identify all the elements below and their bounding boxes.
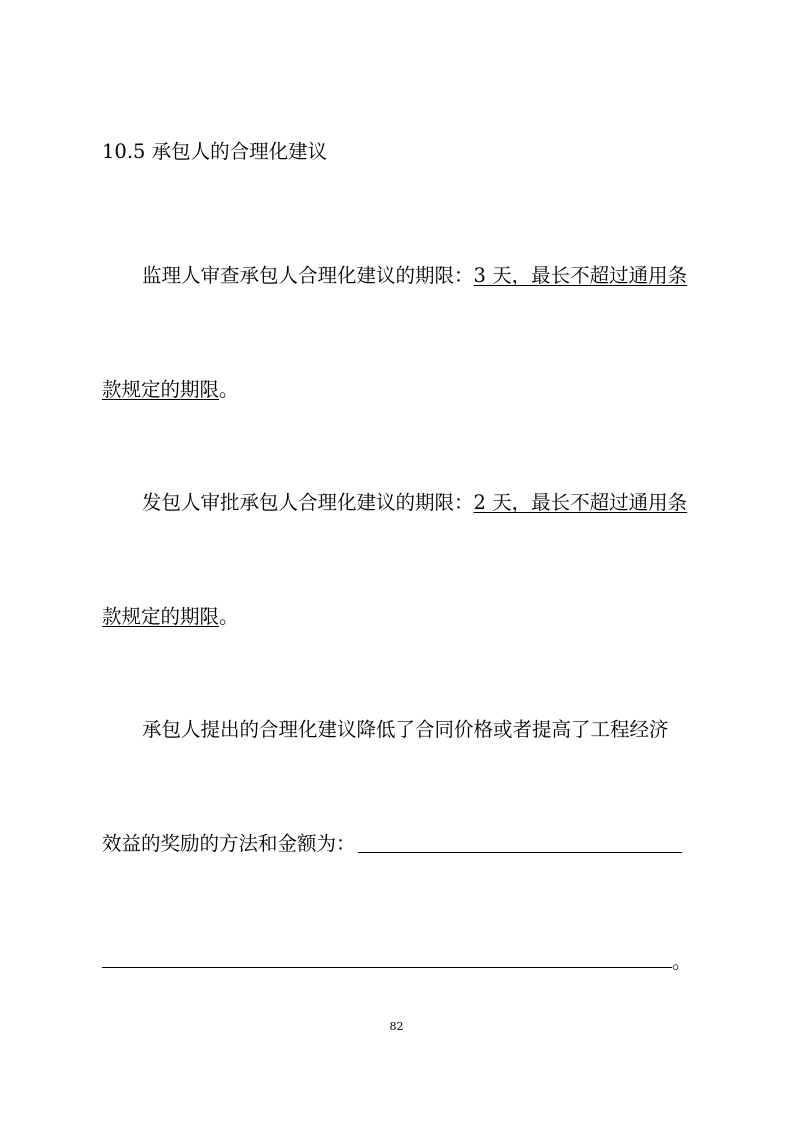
para1-label: 监理人审查承包人合理化建议的期限： (142, 264, 474, 287)
para1-line2 (102, 378, 239, 402)
para1-line1 (142, 264, 687, 288)
para1-value-part1: 3 天，最长不超过通用条 (473, 264, 688, 287)
para2-end-punct: 。 (219, 605, 239, 628)
para2-value-part2: 款规定的期限 (102, 605, 220, 628)
para1-end-punct: 。 (219, 378, 239, 401)
para2-line1 (142, 491, 687, 515)
para3-text-line1: 承包人提出的合理化建议降低了合同价格或者提高了工程经济 (142, 718, 669, 741)
para3-end (672, 950, 692, 974)
para3-label: 效益的奖励的方法和金额为： (102, 832, 356, 855)
reward-method-blank-line2[interactable] (102, 967, 672, 968)
para2-label: 发包人审批承包人合理化建议的期限： (142, 491, 474, 514)
para2-value-part1: 2 天，最长不超过通用条 (473, 491, 688, 514)
para3-line1 (142, 718, 669, 742)
page-number: 82 (389, 1020, 404, 1033)
para3-line2 (102, 832, 356, 856)
reward-method-blank-line1[interactable] (358, 852, 682, 853)
para3-end-punct: 。 (672, 950, 692, 973)
section-title: 10.5 承包人的合理化建议 (102, 140, 328, 163)
para1-value-part2: 款规定的期限 (102, 378, 220, 401)
section-heading (102, 140, 327, 164)
para2-line2 (102, 605, 239, 629)
